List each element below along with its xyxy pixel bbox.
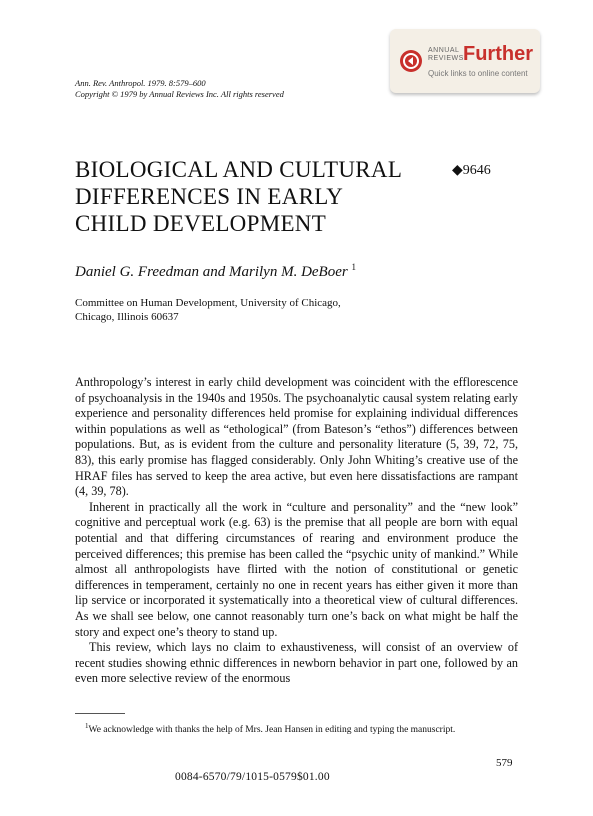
body-paragraph-3: This review, which lays no claim to exhaustiveness, will consist of an overview of recent studies showing ethnic differences in newborn behavior in part one, followed by an even more selective review of the enormous (75, 640, 518, 686)
title-line2: DIFFERENCES IN EARLY (75, 184, 344, 209)
body-paragraph-1: Anthropology’s interest in early child development was coincident with the efflorescence of psychoanalysis in the 1940s and 1950s. The psychoanalytic causal system relating early experience and personality differences held promise for explaining individual differences within populations as well as “ethological” (from Bateson’s “ethos”) differences between populations. But, as is evident from the culture and personality literature (5, 39, 72, 75, 83), this early promise has flagged considerably. Only John Whiting’s creative use of the HRAF files has served to keep the area active, but even here dissatisfactions are rampant (4, 39, 78). (75, 375, 518, 499)
banner-subtitle: Quick links to online content (428, 69, 528, 78)
article-code: ◆9646 (452, 163, 491, 178)
banner-brand-line2: REVIEWS (428, 55, 464, 62)
author-names: Daniel G. Freedman and Marilyn M. DeBoer (75, 264, 348, 280)
article-body (75, 375, 518, 687)
affiliation-line1: Committee on Human Development, University of Chicago, (75, 297, 341, 309)
author-affiliation (75, 296, 341, 324)
article-title (75, 156, 435, 237)
annual-reviews-further-banner[interactable] (390, 29, 540, 93)
footnote-divider (75, 713, 125, 714)
journal-citation (75, 78, 284, 100)
issn-code: 0084-6570/79/1015-0579$01.00 (175, 771, 330, 783)
banner-further-word: Further (463, 43, 533, 65)
title-line1: BIOLOGICAL AND CULTURAL (75, 157, 403, 182)
article-authors (75, 262, 356, 281)
body-paragraph-2: Inherent in practically all the work in “culture and personality” and the “new look” cognitive and perceptual work (e.g. 63) is the premise that all people are born with equal potential and that differing circumstances of rearing and environment produce the perceived differences; this premise has been called the “psychic unity of mankind.” While almost all anthropologists have flirted with the notion of constitutional or genetic differences in temperament, certainly no one in recent years has either given it more than lip service or incorporated it systematically into a theoretical view of cultural differences. As we shall see below, one cannot reasonably turn one’s back on what might be half the story and expect one’s theory to stand up. (75, 499, 518, 639)
citation-line1: Ann. Rev. Anthropol. 1979. 8:579–600 (75, 78, 206, 88)
annual-reviews-logo-icon (400, 50, 422, 72)
banner-brand-line1: ANNUAL (428, 47, 460, 54)
author-footnote-mark[interactable]: 1 (351, 262, 356, 272)
footnote-text: We acknowledge with thanks the help of Mrs. Jean Hansen in editing and typing the manuscript. (88, 725, 456, 736)
title-line3: CHILD DEVELOPMENT (75, 211, 327, 236)
footnote-mark: 1 (85, 722, 89, 730)
page-number: 579 (496, 757, 513, 769)
citation-line2: Copyright © 1979 by Annual Reviews Inc. All rights reserved (75, 89, 284, 99)
banner-brand (428, 47, 464, 63)
affiliation-line2: Chicago, Illinois 60637 (75, 311, 179, 323)
footnote (75, 720, 518, 736)
